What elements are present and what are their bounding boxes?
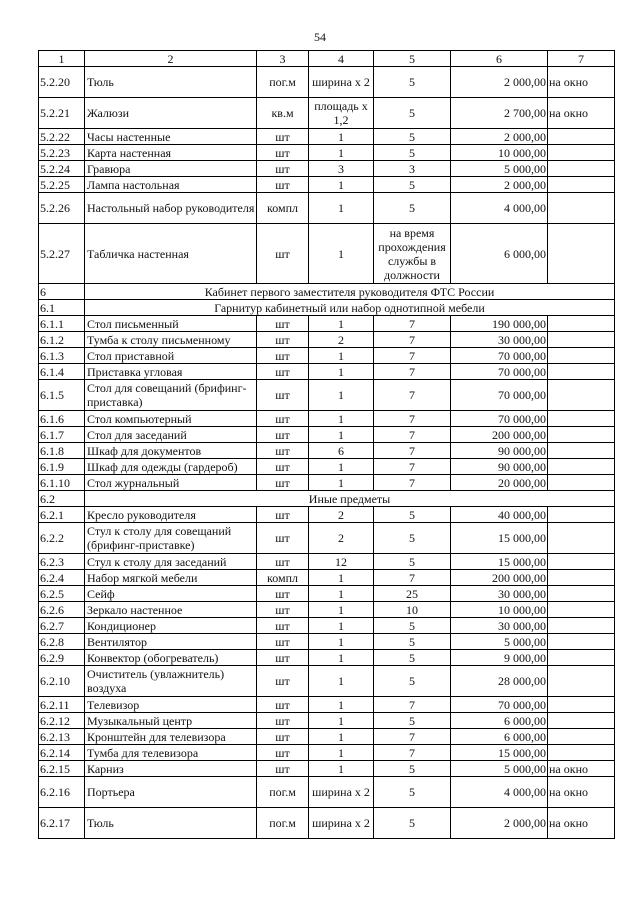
item-unit: шт — [257, 507, 309, 523]
item-quantity: 1 — [309, 193, 374, 224]
item-name: Вентилятор — [85, 634, 257, 650]
item-name: Кондиционер — [85, 618, 257, 634]
item-number: 6.2.14 — [39, 745, 85, 761]
item-price: 30 000,00 — [451, 332, 548, 348]
table-row — [39, 475, 615, 491]
item-service-life: 7 — [374, 348, 451, 364]
item-name: Приставка угловая — [85, 364, 257, 380]
table-row — [39, 808, 615, 839]
item-service-life: 7 — [374, 411, 451, 427]
item-name: Сейф — [85, 586, 257, 602]
item-note — [548, 427, 615, 443]
item-service-life: 5 — [374, 777, 451, 808]
item-note — [548, 666, 615, 697]
item-unit: компл — [257, 193, 309, 224]
item-name: Телевизор — [85, 697, 257, 713]
column-header: 1 — [39, 51, 85, 67]
item-service-life: 7 — [374, 316, 451, 332]
item-price: 30 000,00 — [451, 618, 548, 634]
table-row — [39, 618, 615, 634]
item-name: Тумба для телевизора — [85, 745, 257, 761]
item-price: 200 000,00 — [451, 427, 548, 443]
item-number: 6.1.9 — [39, 459, 85, 475]
item-note — [548, 364, 615, 380]
item-unit: шт — [257, 475, 309, 491]
item-service-life: 7 — [374, 443, 451, 459]
item-quantity: 1 — [309, 602, 374, 618]
item-quantity: 1 — [309, 177, 374, 193]
item-note — [548, 634, 615, 650]
page-number: 54 — [314, 30, 326, 44]
item-name: Карниз — [85, 761, 257, 777]
item-service-life: 7 — [374, 570, 451, 586]
item-unit: шт — [257, 666, 309, 697]
table-row — [39, 380, 615, 411]
item-unit: шт — [257, 761, 309, 777]
item-note — [548, 729, 615, 745]
item-unit: шт — [257, 316, 309, 332]
item-price: 15 000,00 — [451, 523, 548, 554]
item-unit: шт — [257, 459, 309, 475]
item-unit: шт — [257, 697, 309, 713]
section-number: 6 — [39, 284, 85, 300]
table-row — [39, 316, 615, 332]
item-number: 6.2.2 — [39, 523, 85, 554]
item-unit: шт — [257, 618, 309, 634]
table-row — [39, 443, 615, 459]
item-price: 90 000,00 — [451, 459, 548, 475]
section-number: 6.2 — [39, 491, 85, 507]
item-service-life: 5 — [374, 129, 451, 145]
table-row — [39, 523, 615, 554]
item-quantity: ширина х 2 — [309, 808, 374, 839]
item-service-life: 5 — [374, 761, 451, 777]
item-note — [548, 224, 615, 284]
item-price: 2 000,00 — [451, 129, 548, 145]
item-number: 6.2.3 — [39, 554, 85, 570]
item-note — [548, 145, 615, 161]
column-header: 3 — [257, 51, 309, 67]
item-price: 6 000,00 — [451, 713, 548, 729]
norms-table — [38, 50, 615, 839]
item-name: Кронштейн для телевизора — [85, 729, 257, 745]
section-number: 6.1 — [39, 300, 85, 316]
item-name: Стол письменный — [85, 316, 257, 332]
item-unit: шт — [257, 586, 309, 602]
column-header: 7 — [548, 51, 615, 67]
table-row — [39, 650, 615, 666]
item-price: 70 000,00 — [451, 364, 548, 380]
item-service-life: 7 — [374, 380, 451, 411]
item-unit: шт — [257, 348, 309, 364]
table-row — [39, 411, 615, 427]
item-service-life: 7 — [374, 697, 451, 713]
table-row — [39, 713, 615, 729]
item-number: 6.1.4 — [39, 364, 85, 380]
item-price: 70 000,00 — [451, 348, 548, 364]
section-row — [39, 284, 615, 300]
item-name: Стул к столу для совещаний (брифинг-приставке) — [85, 523, 257, 554]
item-number: 6.2.7 — [39, 618, 85, 634]
item-unit: шт — [257, 443, 309, 459]
item-note — [548, 602, 615, 618]
item-quantity: 1 — [309, 745, 374, 761]
item-service-life: 5 — [374, 634, 451, 650]
item-quantity: 2 — [309, 523, 374, 554]
item-service-life: 5 — [374, 650, 451, 666]
table-row — [39, 98, 615, 129]
item-name: Конвектор (обогреватель) — [85, 650, 257, 666]
item-quantity: 1 — [309, 316, 374, 332]
item-number: 5.2.24 — [39, 161, 85, 177]
item-note — [548, 745, 615, 761]
item-price: 2 000,00 — [451, 808, 548, 839]
item-price: 6 000,00 — [451, 224, 548, 284]
section-title: Иные предметы — [85, 491, 615, 507]
item-quantity: 1 — [309, 145, 374, 161]
item-number: 6.2.1 — [39, 507, 85, 523]
item-unit: шт — [257, 129, 309, 145]
item-number: 6.2.9 — [39, 650, 85, 666]
item-price: 15 000,00 — [451, 745, 548, 761]
item-service-life: 25 — [374, 586, 451, 602]
table-row — [39, 427, 615, 443]
item-name: Стул к столу для заседаний — [85, 554, 257, 570]
item-note — [548, 332, 615, 348]
item-price: 20 000,00 — [451, 475, 548, 491]
item-unit: шт — [257, 634, 309, 650]
item-quantity: 1 — [309, 666, 374, 697]
item-name: Зеркало настенное — [85, 602, 257, 618]
item-name: Стол компьютерный — [85, 411, 257, 427]
item-unit: шт — [257, 745, 309, 761]
item-name: Тюль — [85, 808, 257, 839]
table-row — [39, 602, 615, 618]
item-service-life: 5 — [374, 618, 451, 634]
item-name: Набор мягкой мебели — [85, 570, 257, 586]
item-name: Жалюзи — [85, 98, 257, 129]
item-quantity: 1 — [309, 729, 374, 745]
item-service-life: 5 — [374, 193, 451, 224]
item-quantity: 1 — [309, 761, 374, 777]
item-number: 6.2.5 — [39, 586, 85, 602]
item-name: Гравюра — [85, 161, 257, 177]
item-unit: шт — [257, 650, 309, 666]
item-quantity: 1 — [309, 697, 374, 713]
table-row — [39, 729, 615, 745]
column-header: 2 — [85, 51, 257, 67]
item-number: 6.2.16 — [39, 777, 85, 808]
item-note — [548, 523, 615, 554]
item-price: 15 000,00 — [451, 554, 548, 570]
item-price: 5 000,00 — [451, 634, 548, 650]
item-note — [548, 459, 615, 475]
table-row — [39, 129, 615, 145]
item-note — [548, 161, 615, 177]
table-row — [39, 145, 615, 161]
item-note — [548, 411, 615, 427]
item-price: 90 000,00 — [451, 443, 548, 459]
item-unit: шт — [257, 380, 309, 411]
item-number: 6.1.5 — [39, 380, 85, 411]
item-service-life: 7 — [374, 459, 451, 475]
item-quantity: 1 — [309, 713, 374, 729]
item-note: на окно — [548, 67, 615, 98]
item-service-life: 5 — [374, 554, 451, 570]
item-quantity: 1 — [309, 634, 374, 650]
column-header-row — [39, 51, 615, 67]
item-number: 5.2.22 — [39, 129, 85, 145]
column-header: 6 — [451, 51, 548, 67]
item-quantity: 1 — [309, 586, 374, 602]
item-quantity: 1 — [309, 380, 374, 411]
item-name: Лампа настольная — [85, 177, 257, 193]
item-number: 6.1.2 — [39, 332, 85, 348]
item-name: Тюль — [85, 67, 257, 98]
table-row — [39, 777, 615, 808]
item-price: 9 000,00 — [451, 650, 548, 666]
item-number: 6.1.3 — [39, 348, 85, 364]
item-price: 10 000,00 — [451, 602, 548, 618]
item-name: Музыкальный центр — [85, 713, 257, 729]
item-note — [548, 650, 615, 666]
item-number: 5.2.23 — [39, 145, 85, 161]
item-price: 70 000,00 — [451, 380, 548, 411]
table-row — [39, 364, 615, 380]
item-note: на окно — [548, 777, 615, 808]
table-row — [39, 697, 615, 713]
item-number: 5.2.25 — [39, 177, 85, 193]
table-row — [39, 761, 615, 777]
item-name: Стол приставной — [85, 348, 257, 364]
item-quantity: 1 — [309, 618, 374, 634]
item-name: Очиститель (увлажнитель) воздуха — [85, 666, 257, 697]
item-unit: пог.м — [257, 67, 309, 98]
item-number: 5.2.26 — [39, 193, 85, 224]
item-unit: шт — [257, 554, 309, 570]
item-unit: кв.м — [257, 98, 309, 129]
item-note — [548, 713, 615, 729]
item-unit: пог.м — [257, 808, 309, 839]
item-service-life: 7 — [374, 745, 451, 761]
item-number: 6.2.6 — [39, 602, 85, 618]
table-row — [39, 570, 615, 586]
item-service-life: 5 — [374, 177, 451, 193]
table-row — [39, 666, 615, 697]
item-number: 6.2.17 — [39, 808, 85, 839]
table-row — [39, 634, 615, 650]
item-note — [548, 193, 615, 224]
item-service-life: 5 — [374, 67, 451, 98]
item-service-life: 7 — [374, 729, 451, 745]
table-row — [39, 745, 615, 761]
item-quantity: 1 — [309, 459, 374, 475]
item-quantity: 2 — [309, 507, 374, 523]
table-row — [39, 67, 615, 98]
item-quantity: площадь х 1,2 — [309, 98, 374, 129]
item-service-life: 5 — [374, 145, 451, 161]
item-quantity: 1 — [309, 364, 374, 380]
item-price: 2 000,00 — [451, 177, 548, 193]
item-price: 40 000,00 — [451, 507, 548, 523]
item-number: 5.2.21 — [39, 98, 85, 129]
item-note — [548, 697, 615, 713]
item-note — [548, 348, 615, 364]
item-number: 6.1.1 — [39, 316, 85, 332]
item-price: 4 000,00 — [451, 193, 548, 224]
item-unit: шт — [257, 523, 309, 554]
item-quantity: 1 — [309, 475, 374, 491]
item-quantity: 1 — [309, 348, 374, 364]
item-unit: шт — [257, 602, 309, 618]
item-name: Кресло руководителя — [85, 507, 257, 523]
item-service-life: 5 — [374, 98, 451, 129]
item-price: 70 000,00 — [451, 411, 548, 427]
item-price: 30 000,00 — [451, 586, 548, 602]
item-quantity: 1 — [309, 650, 374, 666]
table-row — [39, 161, 615, 177]
item-price: 28 000,00 — [451, 666, 548, 697]
section-title: Кабинет первого заместителя руководителя ФТС России — [85, 284, 615, 300]
item-number: 6.2.8 — [39, 634, 85, 650]
item-price: 190 000,00 — [451, 316, 548, 332]
item-unit: компл — [257, 570, 309, 586]
item-note — [548, 570, 615, 586]
item-name: Шкаф для документов — [85, 443, 257, 459]
section-row — [39, 300, 615, 316]
table-row — [39, 193, 615, 224]
item-price: 5 000,00 — [451, 761, 548, 777]
item-number: 6.1.10 — [39, 475, 85, 491]
section-row — [39, 491, 615, 507]
item-quantity: 1 — [309, 427, 374, 443]
column-header: 5 — [374, 51, 451, 67]
column-header: 4 — [309, 51, 374, 67]
item-number: 6.2.13 — [39, 729, 85, 745]
item-note: на окно — [548, 808, 615, 839]
item-number: 6.2.4 — [39, 570, 85, 586]
item-quantity: 1 — [309, 224, 374, 284]
item-unit: шт — [257, 161, 309, 177]
item-price: 2 000,00 — [451, 67, 548, 98]
item-number: 6.2.11 — [39, 697, 85, 713]
item-unit: шт — [257, 411, 309, 427]
item-name: Табличка настенная — [85, 224, 257, 284]
item-unit: шт — [257, 177, 309, 193]
item-unit: шт — [257, 713, 309, 729]
item-unit: шт — [257, 364, 309, 380]
item-price: 4 000,00 — [451, 777, 548, 808]
item-quantity: ширина х 2 — [309, 777, 374, 808]
table-row — [39, 224, 615, 284]
item-name: Карта настенная — [85, 145, 257, 161]
item-note — [548, 177, 615, 193]
item-note — [548, 316, 615, 332]
item-price: 2 700,00 — [451, 98, 548, 129]
item-service-life: 5 — [374, 507, 451, 523]
item-quantity: 6 — [309, 443, 374, 459]
item-service-life: 5 — [374, 523, 451, 554]
item-number: 6.1.6 — [39, 411, 85, 427]
item-unit: шт — [257, 427, 309, 443]
item-quantity: 12 — [309, 554, 374, 570]
item-number: 6.2.15 — [39, 761, 85, 777]
table-row — [39, 554, 615, 570]
item-number: 6.1.7 — [39, 427, 85, 443]
section-title: Гарнитур кабинетный или набор однотипной мебели — [85, 300, 615, 316]
item-name: Стол журнальный — [85, 475, 257, 491]
item-unit: шт — [257, 332, 309, 348]
item-note — [548, 554, 615, 570]
item-price: 6 000,00 — [451, 729, 548, 745]
item-number: 6.2.12 — [39, 713, 85, 729]
item-note — [548, 618, 615, 634]
item-service-life: 10 — [374, 602, 451, 618]
item-note: на окно — [548, 98, 615, 129]
item-price: 70 000,00 — [451, 697, 548, 713]
item-quantity: 1 — [309, 570, 374, 586]
item-unit: пог.м — [257, 777, 309, 808]
item-note — [548, 443, 615, 459]
table-row — [39, 507, 615, 523]
item-name: Стол для совещаний (брифинг-приставка) — [85, 380, 257, 411]
item-price: 10 000,00 — [451, 145, 548, 161]
item-quantity: 3 — [309, 161, 374, 177]
table-row — [39, 332, 615, 348]
item-number: 5.2.27 — [39, 224, 85, 284]
item-number: 6.1.8 — [39, 443, 85, 459]
item-note — [548, 129, 615, 145]
item-number: 6.2.10 — [39, 666, 85, 697]
item-note — [548, 380, 615, 411]
item-service-life: 5 — [374, 713, 451, 729]
item-note — [548, 586, 615, 602]
item-name: Часы настенные — [85, 129, 257, 145]
item-name: Шкаф для одежды (гардероб) — [85, 459, 257, 475]
item-service-life: на время прохождения службы в должности — [374, 224, 451, 284]
item-name: Настольный набор руководителя — [85, 193, 257, 224]
item-service-life: 7 — [374, 364, 451, 380]
item-service-life: 7 — [374, 475, 451, 491]
item-name: Портьера — [85, 777, 257, 808]
item-service-life: 7 — [374, 427, 451, 443]
item-service-life: 5 — [374, 808, 451, 839]
item-unit: шт — [257, 224, 309, 284]
item-price: 5 000,00 — [451, 161, 548, 177]
item-number: 5.2.20 — [39, 67, 85, 98]
table-row — [39, 459, 615, 475]
item-name: Стол для заседаний — [85, 427, 257, 443]
table-row — [39, 348, 615, 364]
item-unit: шт — [257, 729, 309, 745]
item-service-life: 5 — [374, 666, 451, 697]
table-row — [39, 586, 615, 602]
table-row — [39, 177, 615, 193]
item-quantity: 2 — [309, 332, 374, 348]
item-unit: шт — [257, 145, 309, 161]
item-note — [548, 507, 615, 523]
item-note — [548, 475, 615, 491]
item-price: 200 000,00 — [451, 570, 548, 586]
item-quantity: 1 — [309, 411, 374, 427]
item-service-life: 3 — [374, 161, 451, 177]
item-quantity: 1 — [309, 129, 374, 145]
item-service-life: 7 — [374, 332, 451, 348]
item-quantity: ширина х 2 — [309, 67, 374, 98]
item-name: Тумба к столу письменному — [85, 332, 257, 348]
item-note: на окно — [548, 761, 615, 777]
